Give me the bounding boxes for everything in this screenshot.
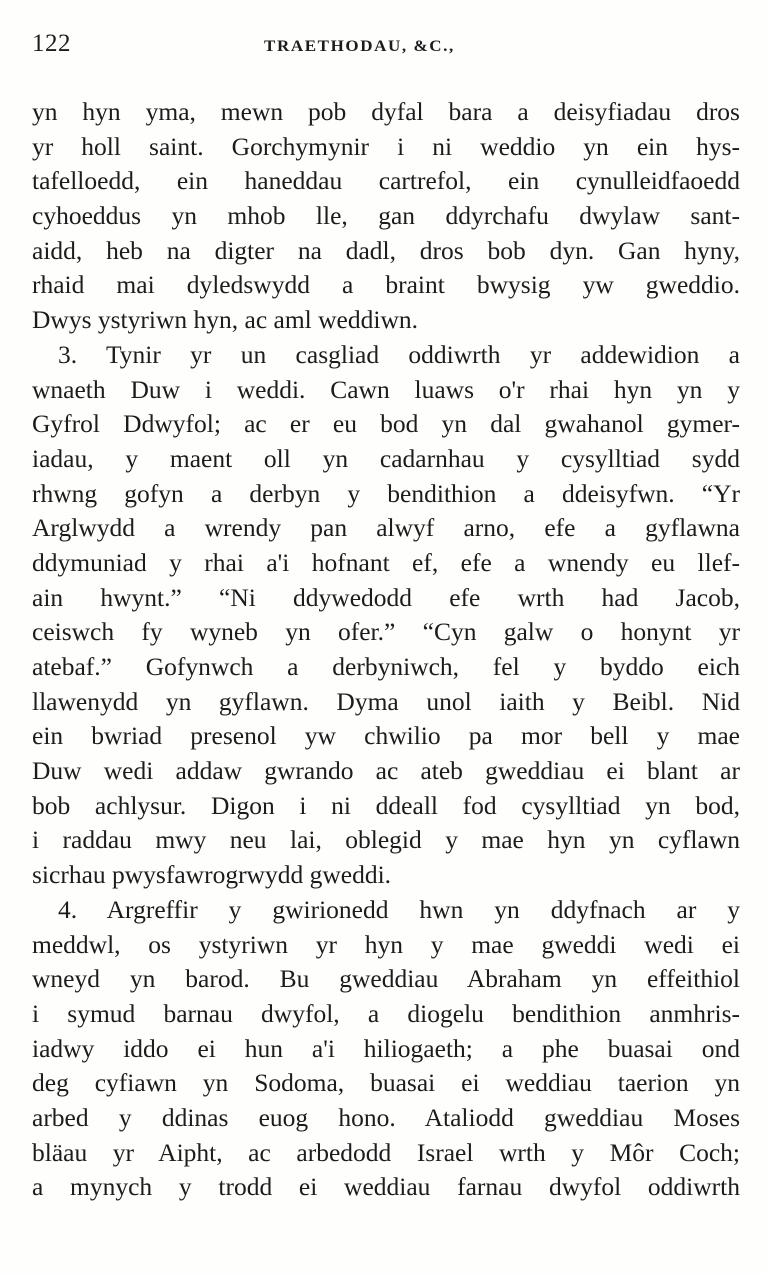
text-line: ain hwynt.” “Ni ddywedodd efe wrth had Jacob, [32, 582, 740, 612]
text-line: ein bwriad presenol yw chwilio pa mor bell y mae [32, 721, 740, 751]
text-line: iadau, y maent oll yn cadarnhau y cysylltiad sydd [32, 443, 740, 473]
text-line: iadwy iddo ei hun a'i hiliogaeth; a phe buasai ond [32, 1033, 740, 1063]
text-line: tafelloedd, ein haneddau cartrefol, ein cynulleidfaoedd [32, 166, 740, 196]
text-line: cyhoeddus yn mhob lle, gan ddyrchafu dwylaw sant- [32, 201, 740, 231]
text-line: bob achlysur. Digon i ni ddeall fod cysylltiad yn bod, [32, 790, 740, 820]
text-line: llawenydd yn gyflawn. Dyma unol iaith y Beibl. Nid [32, 686, 740, 716]
text-line: yr holl saint. Gorchymynir i ni weddio yn ein hys- [32, 131, 740, 161]
text-line: 3. Tynir yr un casgliad oddiwrth yr addewidion a [58, 339, 740, 369]
text-line: bläau yr Aipht, ac arbedodd Israel wrth y Môr Coch; [32, 1137, 740, 1167]
text-line: yn hyn yma, mewn pob dyfal bara a deisyfiadau dros [32, 97, 740, 126]
text-line: wnaeth Duw i weddi. Cawn luaws o'r rhai hyn yn y [32, 374, 740, 404]
text-line: i raddau mwy neu lai, oblegid y mae hyn yn cyflawn [32, 825, 740, 855]
text-line: atebaf.” Gofynwch a derbyniwch, fel y byddo eich [32, 652, 740, 681]
text-line: Dwys ystyriwn hyn, ac aml weddiwn. [32, 305, 418, 335]
text-line: Duw wedi addaw gwrando ac ateb gweddiau ei blant ar [32, 756, 740, 786]
text-line: sicrhau pwysfawrogrwydd gweddi. [32, 860, 392, 890]
text-line: Arglwydd a wrendy pan alwyf arno, efe a gyflawna [32, 513, 740, 543]
page-header [32, 30, 742, 66]
text-line: deg cyfiawn yn Sodoma, buasai ei weddiau taerion yn [32, 1068, 740, 1098]
text-line: rhwng gofyn a derbyn y bendithion a ddeisyfwn. “Yr [32, 478, 740, 508]
text-line: a mynych y trodd ei weddiau farnau dwyfol oddiwrth [32, 1172, 740, 1202]
text-line: rhaid mai dyledswydd a braint bwysig yw gweddio. [32, 270, 740, 300]
body-text [32, 95, 740, 1205]
text-line: aidd, heb na digter na dadl, dros bob dyn. Gan hyny, [32, 235, 740, 265]
text-line: Gyfrol Ddwyfol; ac er eu bod yn dal gwahanol gymer- [32, 409, 740, 439]
text-line: ddymuniad y rhai a'i hofnant ef, efe a wnendy eu llef- [32, 547, 740, 577]
text-line: meddwl, os ystyriwn yr hyn y mae gweddi wedi ei [32, 929, 740, 959]
running-head: TRAETHODAU, &C., [264, 36, 455, 55]
text-line: wneyd yn barod. Bu gweddiau Abraham yn effeithiol [32, 964, 740, 994]
text-line: i symud barnau dwyfol, a diogelu bendithion anmhris- [32, 998, 740, 1028]
page-number: 122 [32, 30, 71, 57]
text-line: 4. Argreffir y gwirionedd hwn yn ddyfnach ar y [58, 894, 740, 924]
text-line: ceiswch fy wyneb yn ofer.” “Cyn galw o honynt yr [32, 617, 740, 647]
text-line: arbed y ddinas euog hono. Ataliodd gweddiau Moses [32, 1102, 740, 1132]
